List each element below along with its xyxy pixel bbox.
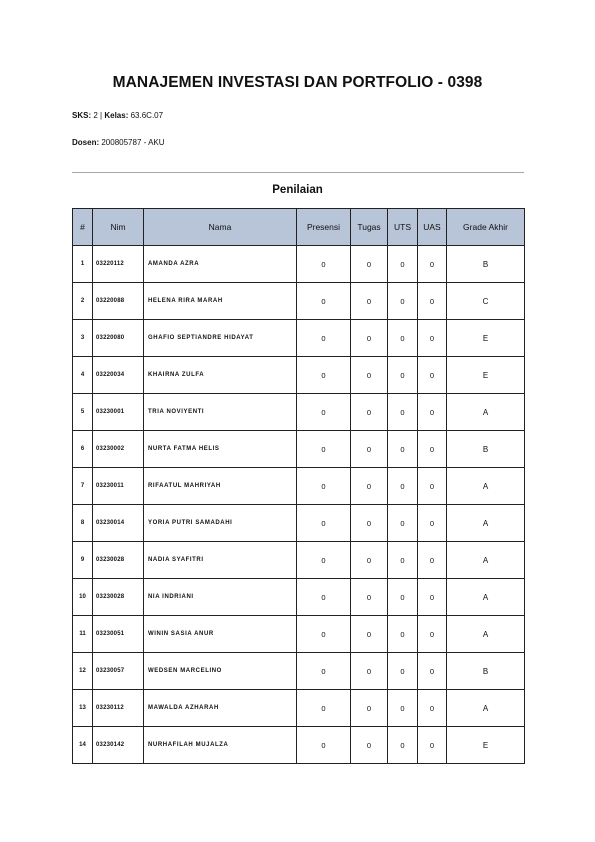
header-nama: Nama [144,209,297,246]
row-number: 3 [73,320,93,357]
uas-cell: 0 [418,357,447,394]
presensi-cell: 0 [297,246,351,283]
presensi-cell: 0 [297,727,351,764]
table-row [73,357,525,394]
row-number: 9 [73,542,93,579]
nim-cell: 03220112 [93,246,144,283]
dosen-value: 200805787 - AKU [101,138,165,147]
presensi-cell: 0 [297,283,351,320]
presensi-cell: 0 [297,468,351,505]
table-row [73,616,525,653]
tugas-cell: 0 [351,505,388,542]
row-number: 7 [73,468,93,505]
uts-cell: 0 [388,357,418,394]
nim-cell: 03230011 [93,468,144,505]
presensi-cell: 0 [297,542,351,579]
header-row [73,209,525,246]
nama-cell: MAWALDA AZHARAH [144,690,297,727]
nama-cell: TRIA NOVIYENTI [144,394,297,431]
grade-cell: A [447,616,525,653]
presensi-cell: 0 [297,357,351,394]
uts-cell: 0 [388,542,418,579]
divider [72,172,524,173]
tugas-cell: 0 [351,394,388,431]
header-grade-akhir: Grade Akhir [447,209,525,246]
sks-value: 2 [93,111,98,120]
table-row [73,431,525,468]
presensi-cell: 0 [297,505,351,542]
section-title: Penilaian [272,184,323,196]
nama-cell: HELENA RIRA MARAH [144,283,297,320]
uas-cell: 0 [418,690,447,727]
uts-cell: 0 [388,579,418,616]
tugas-cell: 0 [351,690,388,727]
header-tugas: Tugas [351,209,388,246]
nim-cell: 03230028 [93,542,144,579]
table-row [73,727,525,764]
kelas-value: 63.6C.07 [130,111,164,120]
row-number: 6 [73,431,93,468]
nim-cell: 03220034 [93,357,144,394]
row-number: 5 [73,394,93,431]
nim-cell: 03230014 [93,505,144,542]
uas-cell: 0 [418,468,447,505]
table-header [73,209,525,246]
tugas-cell: 0 [351,431,388,468]
tugas-cell: 0 [351,246,388,283]
tugas-cell: 0 [351,579,388,616]
nama-cell: RIFAATUL MAHRIYAH [144,468,297,505]
uts-cell: 0 [388,283,418,320]
nama-cell: NADIA SYAFITRI [144,542,297,579]
nim-cell: 03230112 [93,690,144,727]
uts-cell: 0 [388,394,418,431]
row-number: 8 [73,505,93,542]
uts-cell: 0 [388,320,418,357]
table-row [73,505,525,542]
grade-cell: A [447,579,525,616]
uas-cell: 0 [418,394,447,431]
nim-cell: 03230002 [93,431,144,468]
header-nim: Nim [93,209,144,246]
header-presensi: Presensi [297,209,351,246]
tugas-cell: 0 [351,727,388,764]
tugas-cell: 0 [351,542,388,579]
course-meta [72,111,163,120]
uas-cell: 0 [418,542,447,579]
uas-cell: 0 [418,653,447,690]
table-row [73,579,525,616]
table-row [73,468,525,505]
table-row [73,690,525,727]
page-title: MANAJEMEN INVESTASI DAN PORTFOLIO - 0398 [112,74,483,91]
presensi-cell: 0 [297,690,351,727]
grade-cell: E [447,727,525,764]
table-row [73,653,525,690]
grade-cell: B [447,246,525,283]
grade-cell: A [447,394,525,431]
uts-cell: 0 [388,616,418,653]
nama-cell: GHAFIO SEPTIANDRE HIDAYAT [144,320,297,357]
row-number: 13 [73,690,93,727]
uas-cell: 0 [418,616,447,653]
tugas-cell: 0 [351,283,388,320]
table-row [73,394,525,431]
uas-cell: 0 [418,246,447,283]
grade-cell: A [447,542,525,579]
grade-cell: A [447,690,525,727]
tugas-cell: 0 [351,653,388,690]
header-uas: UAS [418,209,447,246]
nim-cell: 03230001 [93,394,144,431]
row-number: 11 [73,616,93,653]
uts-cell: 0 [388,690,418,727]
nim-cell: 03220088 [93,283,144,320]
grade-cell: B [447,431,525,468]
presensi-cell: 0 [297,653,351,690]
table-row [73,283,525,320]
table-body [73,246,525,764]
nama-cell: KHAIRNA ZULFA [144,357,297,394]
tugas-cell: 0 [351,468,388,505]
presensi-cell: 0 [297,394,351,431]
grade-cell: B [447,653,525,690]
nama-cell: YORIA PUTRI SAMADAHI [144,505,297,542]
header-number: # [73,209,93,246]
uts-cell: 0 [388,505,418,542]
row-number: 14 [73,727,93,764]
kelas-label: Kelas: [104,111,129,120]
uas-cell: 0 [418,727,447,764]
presensi-cell: 0 [297,431,351,468]
grade-cell: C [447,283,525,320]
nama-cell: NURHAFILAH MUJALZA [144,727,297,764]
row-number: 1 [73,246,93,283]
uts-cell: 0 [388,431,418,468]
uas-cell: 0 [418,320,447,357]
uas-cell: 0 [418,579,447,616]
lecturer-meta [72,138,165,147]
table-row [73,542,525,579]
presensi-cell: 0 [297,579,351,616]
nim-cell: 03230028 [93,579,144,616]
uts-cell: 0 [388,246,418,283]
presensi-cell: 0 [297,320,351,357]
tugas-cell: 0 [351,357,388,394]
separator: | [100,111,103,120]
grade-cell: A [447,468,525,505]
dosen-label: Dosen: [72,138,100,147]
row-number: 2 [73,283,93,320]
grades-table [72,208,525,764]
tugas-cell: 0 [351,320,388,357]
nama-cell: NURTA FATMA HELIS [144,431,297,468]
uts-cell: 0 [388,653,418,690]
nama-cell: AMANDA AZRA [144,246,297,283]
sks-label: SKS: [72,111,92,120]
nim-cell: 03230142 [93,727,144,764]
table-row [73,246,525,283]
tugas-cell: 0 [351,616,388,653]
table-row [73,320,525,357]
header-uts: UTS [388,209,418,246]
uas-cell: 0 [418,431,447,468]
row-number: 12 [73,653,93,690]
nama-cell: WEDSEN MARCELINO [144,653,297,690]
row-number: 4 [73,357,93,394]
uas-cell: 0 [418,283,447,320]
grade-cell: E [447,357,525,394]
uas-cell: 0 [418,505,447,542]
presensi-cell: 0 [297,616,351,653]
nim-cell: 03230051 [93,616,144,653]
nama-cell: NIA INDRIANI [144,579,297,616]
uts-cell: 0 [388,468,418,505]
nim-cell: 03220080 [93,320,144,357]
nama-cell: WININ SASIA ANUR [144,616,297,653]
uts-cell: 0 [388,727,418,764]
grade-cell: A [447,505,525,542]
grade-cell: E [447,320,525,357]
nim-cell: 03230057 [93,653,144,690]
row-number: 10 [73,579,93,616]
